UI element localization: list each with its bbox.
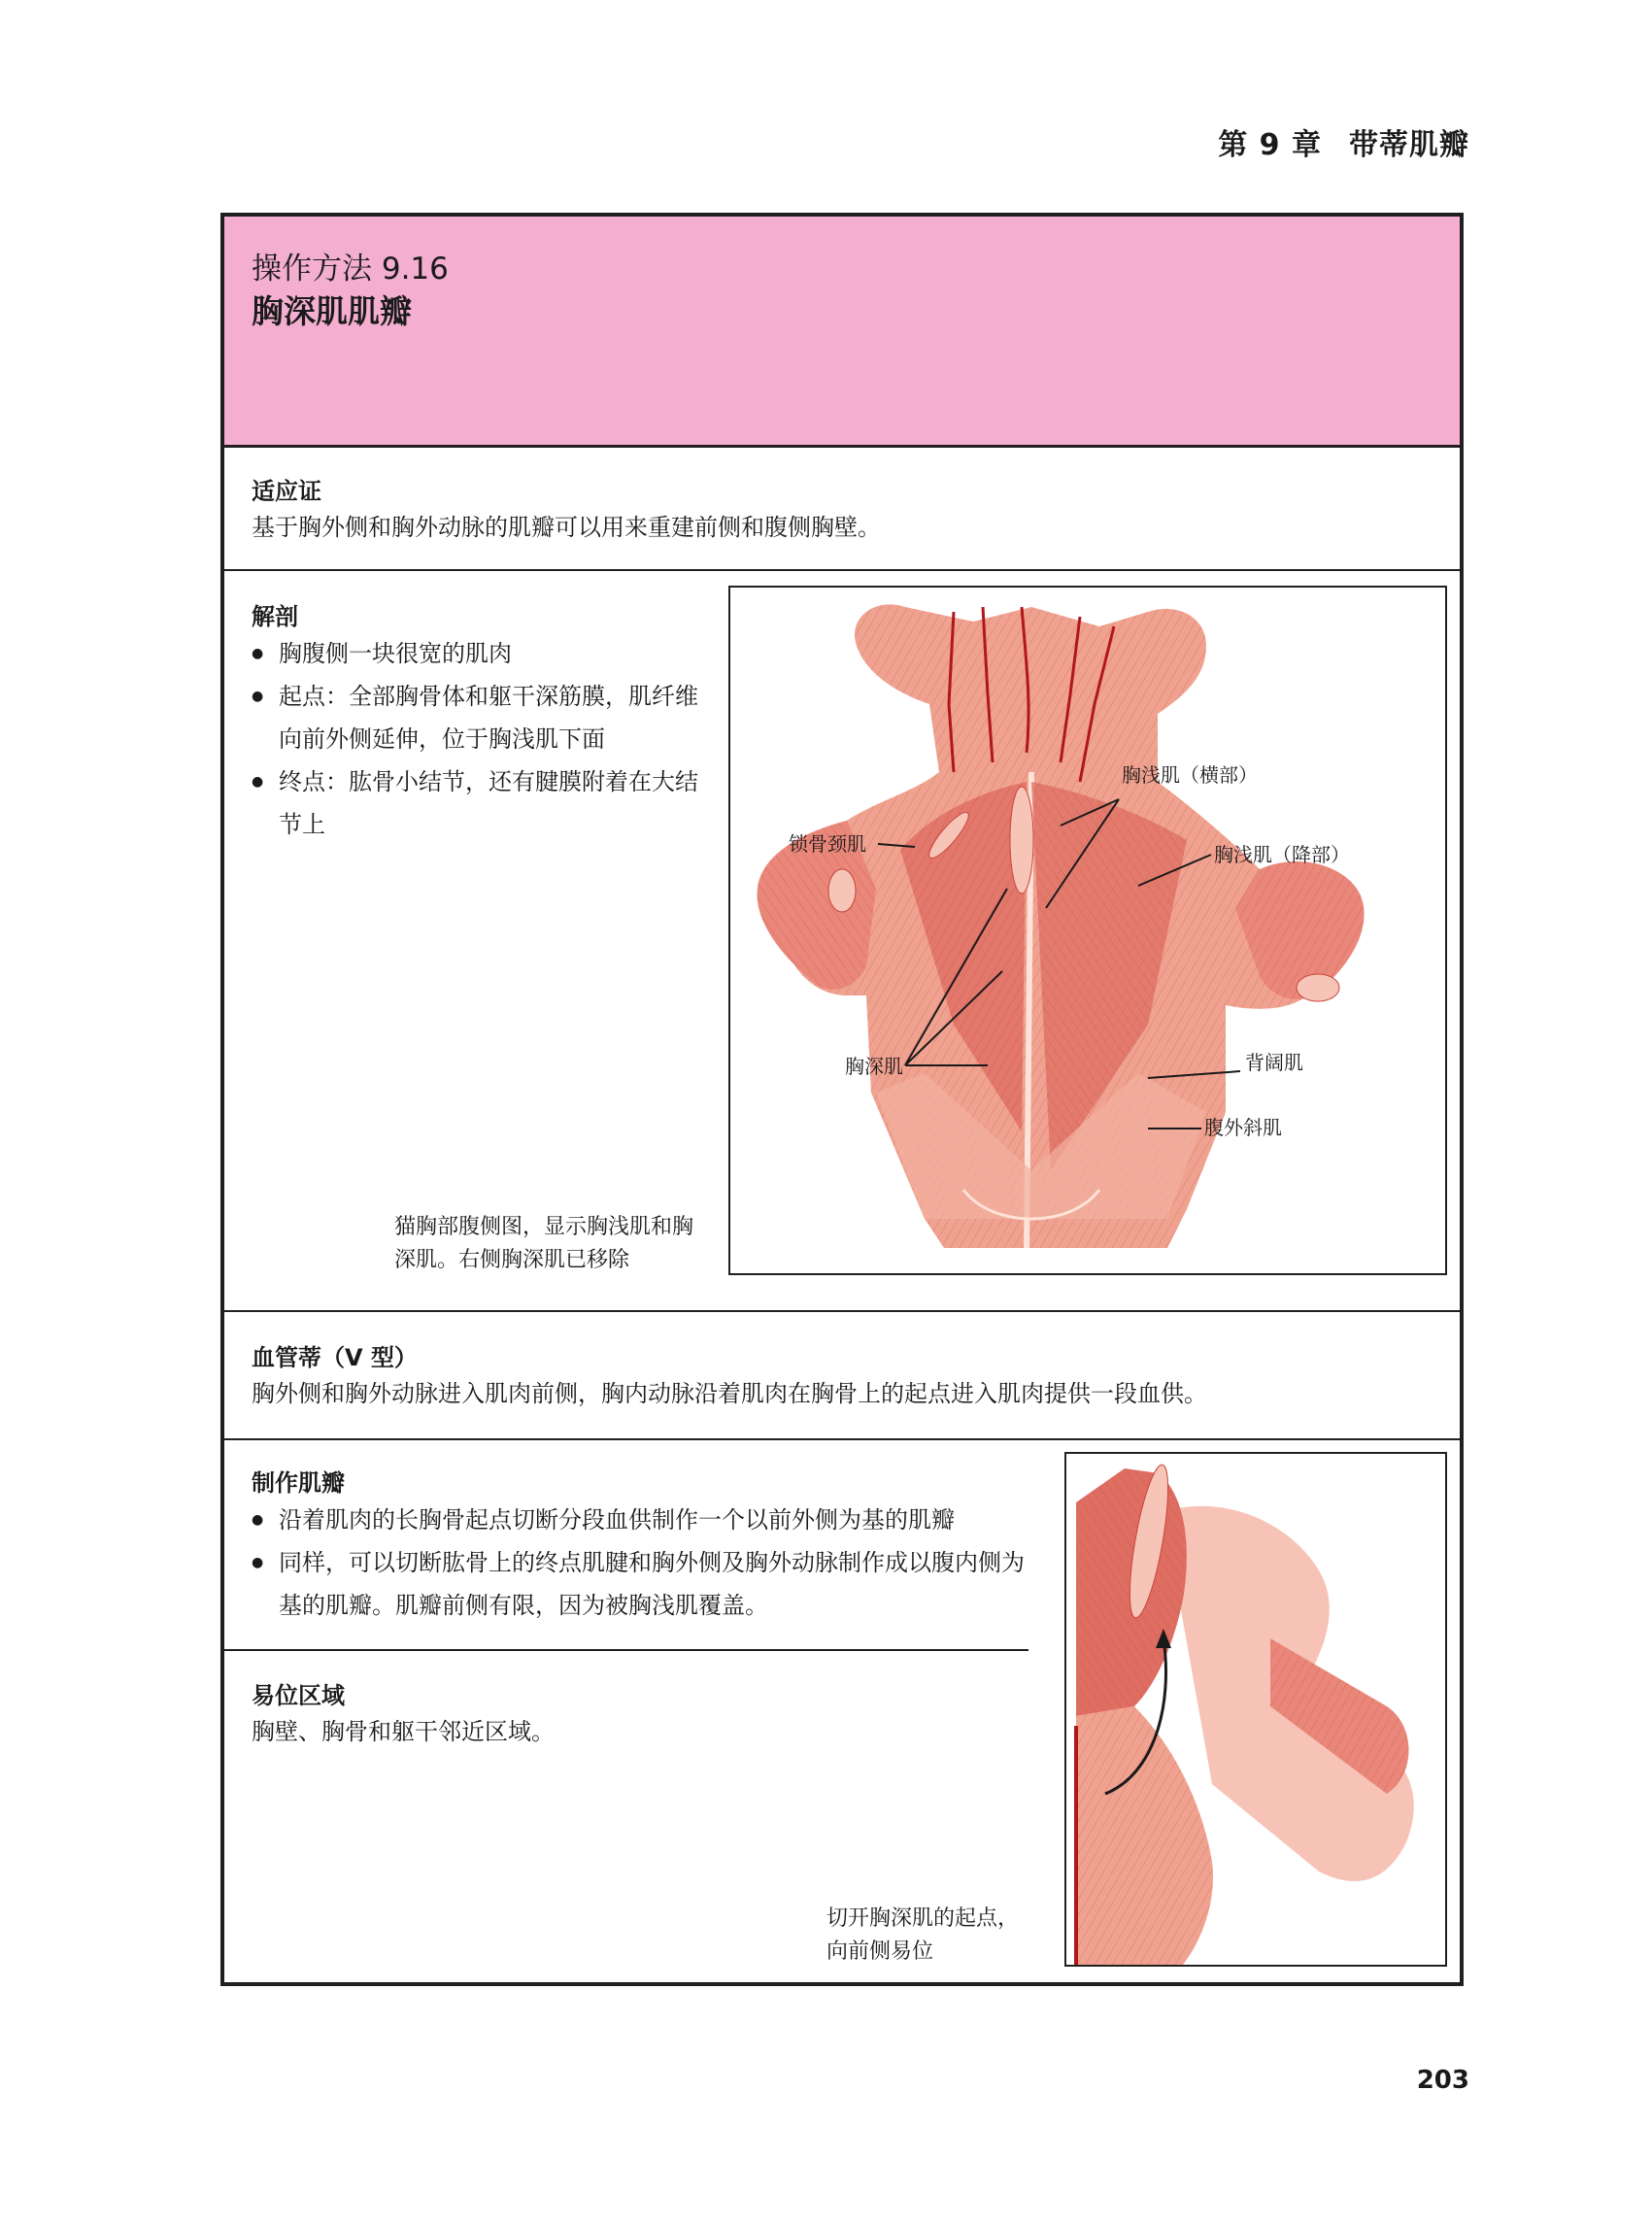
indications-title: 适应证: [252, 478, 321, 505]
cat-chest-illustration: [730, 588, 1445, 1273]
chapter-title: 带蒂肌瓣: [1349, 128, 1469, 162]
list-item: ● 终点：肱骨小结节，还有腱膜附着在大结节上: [252, 760, 718, 846]
flap-bullets: [252, 1499, 1038, 1627]
divider: [224, 1649, 1028, 1651]
figure2-caption: 切开胸深肌的起点， 向前侧易位: [826, 1906, 1020, 1964]
divider: [224, 1310, 1460, 1312]
flap-title: 制作肌瓣: [252, 1469, 345, 1497]
label-ext-oblique: 腹外斜肌: [1204, 1116, 1282, 1139]
label-pect-superf-transverse: 胸浅肌（横部）: [1122, 763, 1258, 787]
chest-wall: [1076, 1706, 1213, 1965]
anatomy-bullets: [252, 632, 718, 846]
indications-text: 基于胸外侧和胸外动脉的肌瓣可以用来重建前侧和腹侧胸壁。: [252, 514, 881, 541]
list-item: ● 起点：全部胸骨体和躯干深筋膜，肌纤维向前外侧延伸，位于胸浅肌下面: [252, 675, 718, 760]
label-latissimus: 背阔肌: [1245, 1051, 1303, 1074]
procedure-box: [220, 213, 1464, 1986]
anatomy-figure: [728, 586, 1447, 1275]
figure-caption: 猫胸部腹侧图，显示胸浅肌和胸 深肌。右侧胸深肌已移除: [394, 1215, 694, 1272]
flap-figure: [1064, 1452, 1447, 1967]
list-item: ● 沿着肌肉的长胸骨起点切断分段血供制作一个以前外侧为基的肌瓣: [252, 1499, 1038, 1541]
label-pect-deep: 胸深肌: [845, 1055, 903, 1078]
flap-illustration: [1066, 1454, 1445, 1965]
label-cleidocervical: 锁骨颈肌: [789, 832, 866, 856]
label-pect-superf-descending: 胸浅肌（降部）: [1214, 843, 1350, 866]
chapter-number: 第 9 章: [1218, 128, 1322, 162]
vascular-text: 胸外侧和胸外动脉进入肌肉前侧，胸内动脉沿着肌肉在胸骨上的起点进入肌肉提供一段血供。: [252, 1380, 1207, 1407]
transposition-title: 易位区域: [252, 1682, 345, 1709]
pectoral-flap: [1076, 1463, 1187, 1716]
page-number: 203: [1416, 2066, 1469, 2095]
running-head: [1218, 120, 1469, 163]
procedure-title: 胸深肌肌瓣: [252, 292, 412, 330]
divider: [224, 1438, 1460, 1440]
procedure-header: [224, 217, 1460, 448]
list-item: ● 同样，可以切断肱骨上的终点肌腱和胸外侧及胸外动脉制作成以腹内侧为基的肌瓣。肌瓣前侧有限，因为被胸浅肌覆盖。: [252, 1541, 1038, 1627]
anatomy-title: 解剖: [252, 603, 298, 630]
vascular-title: 血管蒂（V 型）: [252, 1344, 418, 1371]
procedure-number: 操作方法 9.16: [252, 252, 449, 287]
transposition-text: 胸壁、胸骨和躯干邻近区域。: [252, 1718, 555, 1745]
divider: [224, 569, 1460, 571]
list-item: ● 胸腹侧一块很宽的肌肉: [252, 632, 718, 675]
